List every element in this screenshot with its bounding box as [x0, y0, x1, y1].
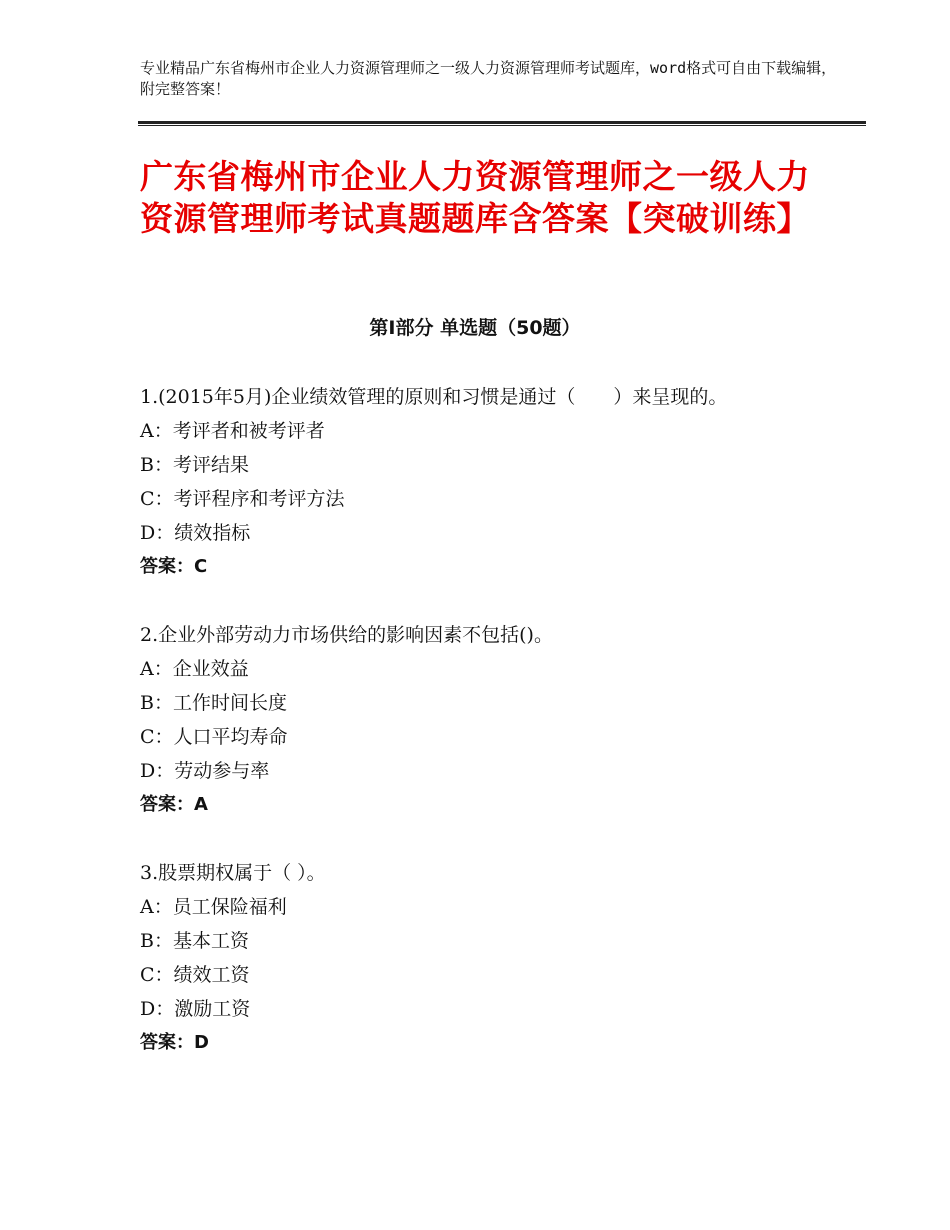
option-b: B：基本工资 — [140, 930, 249, 952]
option-b: B：工作时间长度 — [140, 692, 287, 714]
option-c: C：考评程序和考评方法 — [140, 488, 345, 510]
answer: 答案：A — [140, 794, 208, 815]
option-c: C：绩效工资 — [140, 964, 250, 986]
question-1 — [140, 380, 800, 584]
question-stem: 1.(2015年5月)企业绩效管理的原则和习惯是通过（ ）来呈现的。 — [140, 386, 728, 408]
question-stem: 3.股票期权属于（ ）。 — [140, 862, 326, 884]
document-title: 广东省梅州市企业人力资源管理师之一级人力资源管理师考试真题题库含答案【突破训练】 — [140, 157, 810, 238]
section-heading: 第Ⅰ部分 单选题（50题） — [369, 317, 581, 339]
option-a: A：考评者和被考评者 — [140, 420, 325, 442]
option-d: D：绩效指标 — [140, 522, 251, 544]
option-c: C：人口平均寿命 — [140, 726, 288, 748]
header-note: 专业精品广东省梅州市企业人力资源管理师之一级人力资源管理师考试题库，word格式可自由下载编辑，附完整答案！ — [140, 59, 837, 98]
question-list — [140, 380, 800, 1094]
header-divider-thick — [138, 121, 866, 124]
question-2 — [140, 618, 800, 822]
option-d: D：激励工资 — [140, 998, 251, 1020]
option-a: A：企业效益 — [140, 658, 249, 680]
question-3 — [140, 856, 800, 1060]
option-d: D：劳动参与率 — [140, 760, 270, 782]
answer: 答案：C — [140, 556, 208, 577]
header-divider-thin — [138, 125, 866, 126]
answer: 答案：D — [140, 1032, 209, 1053]
option-b: B：考评结果 — [140, 454, 249, 476]
option-a: A：员工保险福利 — [140, 896, 287, 918]
header-divider — [138, 121, 866, 127]
question-stem: 2.企业外部劳动力市场供给的影响因素不包括()。 — [140, 624, 553, 646]
